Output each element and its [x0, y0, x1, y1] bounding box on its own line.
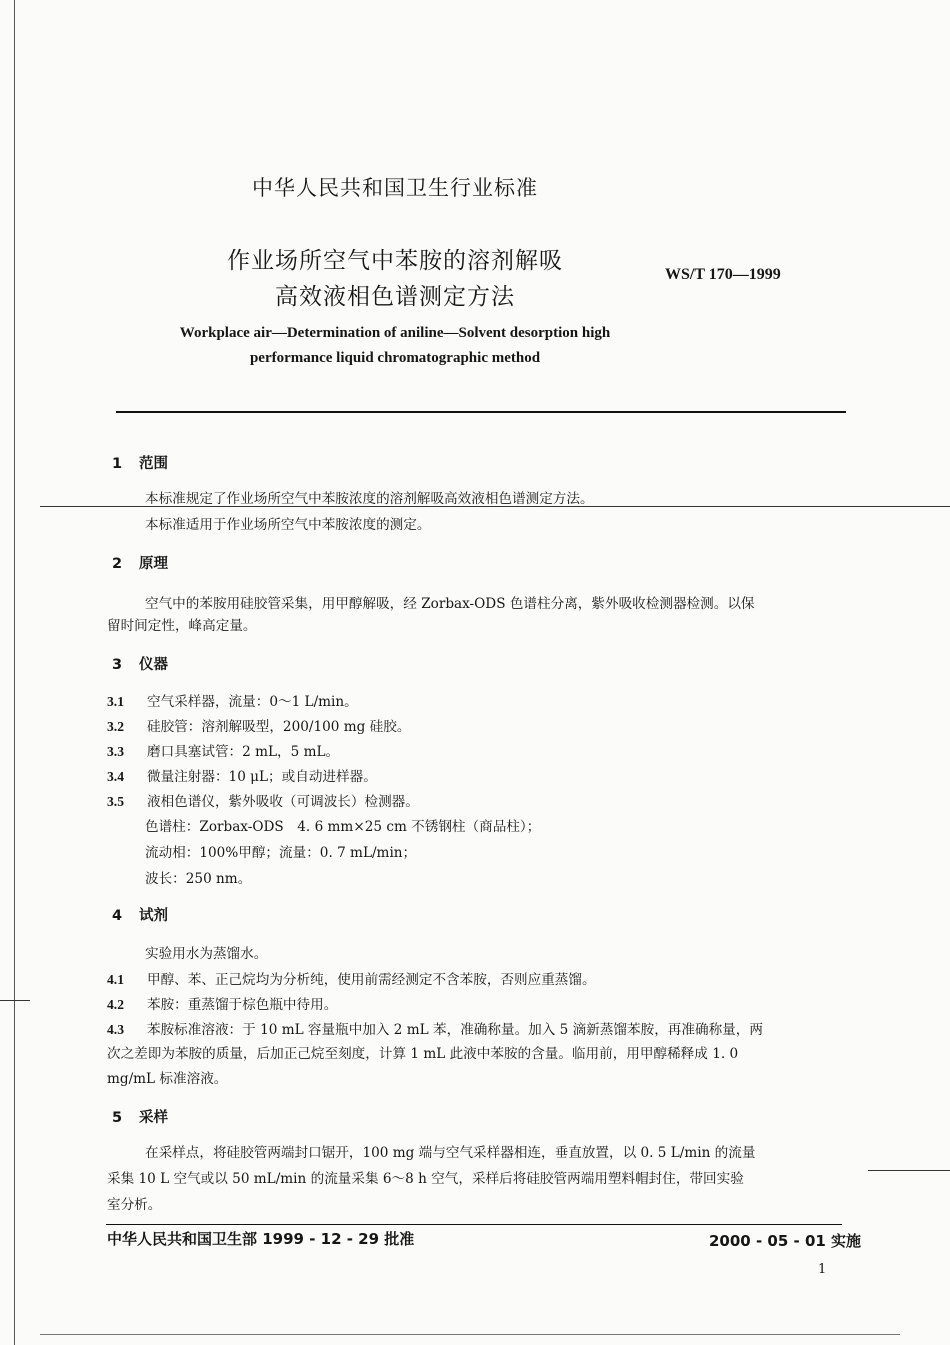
title-zh-line2: 高效液相色谱测定方法 — [275, 284, 515, 310]
section-3-sub-mobile-phase: 流动相：100%甲醇；流量：0. 7 mL/min； — [145, 845, 417, 861]
section-1-heading: 1 范围 — [112, 456, 168, 472]
approval-line: 中华人民共和国卫生部 1999 - 12 - 29 批准 — [107, 1230, 415, 1248]
section-3-sub-wavelength: 波长：250 nm。 — [145, 871, 252, 887]
title-zh-line1: 作业场所空气中苯胺的溶剂解吸 — [227, 248, 563, 274]
title-en-line2: performance liquid chromatographic method — [249, 350, 541, 366]
section-4-item-3-cont-2: mg/mL 标准溶液。 — [107, 1071, 228, 1087]
implementation-date: 2000 - 05 - 01 实施 — [709, 1232, 862, 1250]
section-4-item-2: 4.2 苯胺：重蒸馏于棕色瓶中待用。 — [107, 997, 338, 1013]
scan-border-bottom — [40, 1334, 900, 1335]
section-2-para-line1: 空气中的苯胺用硅胶管采集，用甲醇解吸，经 Zorbax-ODS 色谱柱分离，紫外吸收检测器检测。以保 — [145, 596, 755, 612]
section-3-item-4: 3.4 微量注射器：10 μL；或自动进样器。 — [107, 769, 377, 785]
scan-rule-mid — [0, 1000, 30, 1001]
section-5-line1: 在采样点，将硅胶管两端封口锯开，100 mg 端与空气采样器相连，垂直放置，以 0. 5 L/min 的流量 — [145, 1145, 756, 1161]
section-5-line2: 采集 10 L 空气或以 50 mL/min 的流量采集 6～8 h 空气，采样后将硅胶管两端用塑料帽封住，带回实验 — [107, 1171, 744, 1187]
section-5-line3: 室分析。 — [107, 1197, 162, 1213]
section-4-heading: 4 试剂 — [112, 908, 168, 924]
header-divider — [116, 411, 846, 413]
section-3-item-1: 3.1 空气采样器，流量：0～1 L/min。 — [107, 694, 358, 710]
section-4-intro: 实验用水为蒸馏水。 — [145, 946, 268, 962]
section-4-item-3-cont-1: 次之差即为苯胺的质量，后加正己烷至刻度，计算 1 mL 此液中苯胺的含量。临用前，用甲醇稀释成 1. 0 — [107, 1046, 739, 1062]
section-3-item-3: 3.3 磨口具塞试管：2 mL，5 mL。 — [107, 744, 340, 760]
footer-divider — [106, 1224, 842, 1225]
standard-number: WS/T 170—1999 — [665, 266, 781, 283]
section-3-heading: 3 仪器 — [112, 657, 168, 673]
standard-category: 中华人民共和国卫生行业标准 — [252, 176, 538, 200]
scan-rule-bottom — [868, 1170, 950, 1171]
section-4-item-3: 4.3 苯胺标准溶液：于 10 mL 容量瓶中加入 2 mL 苯，准确称量。加入 5 滴新蒸馏苯胺，再准确称量，两 — [107, 1022, 763, 1038]
section-3-sub-column: 色谱柱：Zorbax-ODS 4. 6 mm×25 cm 不锈钢柱（商品柱）； — [145, 819, 541, 835]
section-1-para-2: 本标准适用于作业场所空气中苯胺浓度的测定。 — [145, 517, 431, 533]
section-3-item-5: 3.5 液相色谱仪，紫外吸收（可调波长）检测器。 — [107, 794, 419, 810]
page-number: 1 — [818, 1262, 827, 1277]
section-2-heading: 2 原理 — [112, 556, 168, 572]
section-4-item-1: 4.1 甲醇、苯、正己烷均为分析纯，使用前需经测定不含苯胺，否则应重蒸馏。 — [107, 972, 596, 988]
title-en-line1: Workplace air—Determination of aniline—Solvent desorption high — [179, 325, 611, 341]
section-1-para-1: 本标准规定了作业场所空气中苯胺浓度的溶剂解吸高效液相色谱测定方法。 — [145, 491, 594, 507]
section-2-para-line2: 留时间定性，峰高定量。 — [107, 618, 257, 634]
section-3-item-2: 3.2 硅胶管：溶剂解吸型，200/100 mg 硅胶。 — [107, 719, 411, 735]
section-5-heading: 5 采样 — [112, 1110, 168, 1126]
